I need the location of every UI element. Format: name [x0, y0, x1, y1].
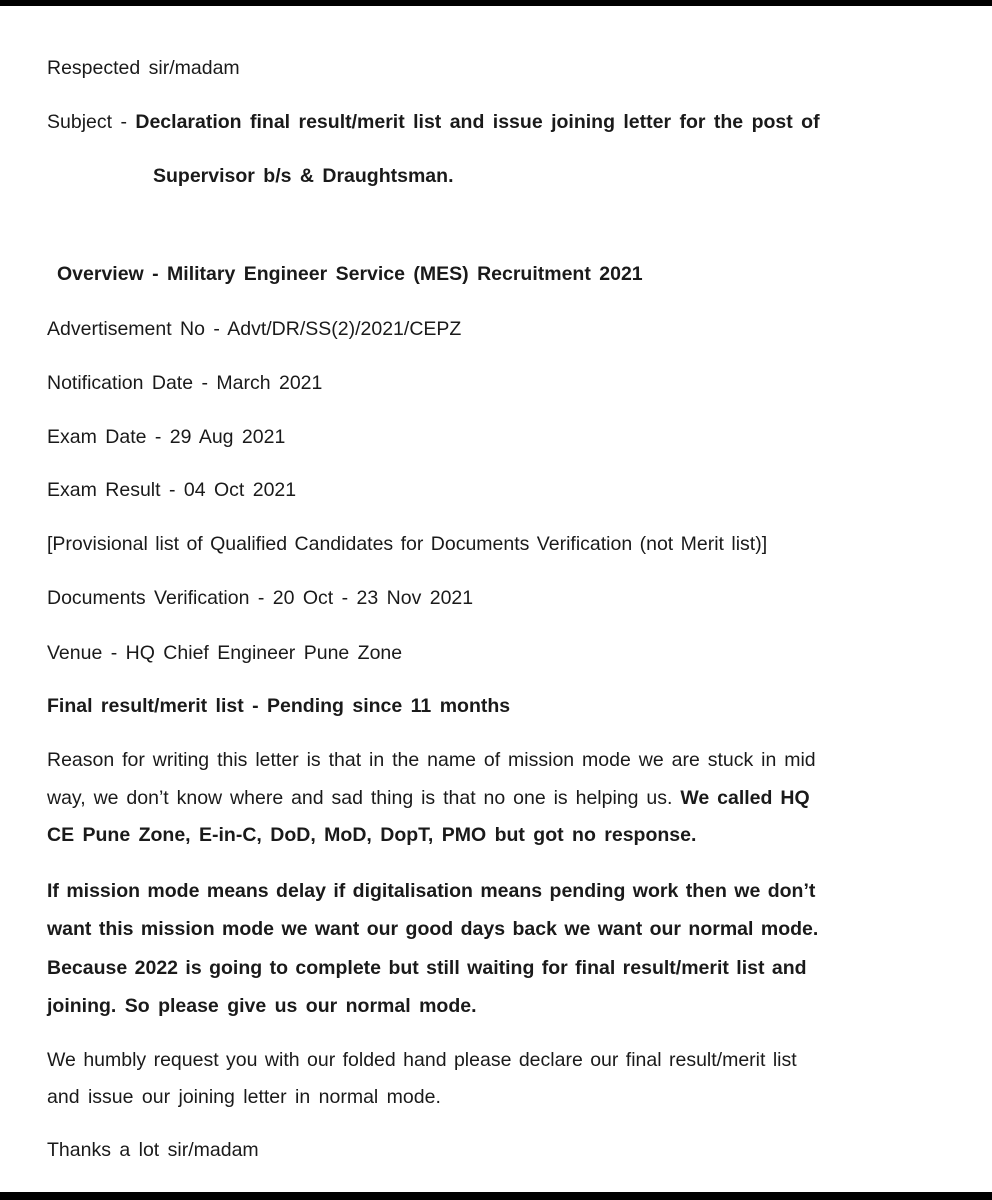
mission-line-4: joining. So please give us our normal mode. [47, 995, 477, 1017]
subject-line [47, 110, 820, 134]
documents-verification: Documents Verification - 20 Oct - 23 Nov 2021 [47, 587, 474, 609]
mission-line-3: Because 2022 is going to complete but still waiting for final result/merit list and [47, 957, 807, 979]
salutation: Respected sir/madam [47, 57, 240, 79]
reason-line-1: Reason for writing this letter is that in the name of mission mode we are stuck in mid [47, 749, 816, 771]
reason-line-2-text: way, we don’t know where and sad thing is that no one is helping us. [47, 787, 681, 809]
exam-date: Exam Date - 29 Aug 2021 [47, 426, 286, 448]
notification-date: Notification Date - March 2021 [47, 372, 323, 394]
mission-line-1: If mission mode means delay if digitalisation means pending work then we don’t [47, 880, 816, 902]
request-line-1: We humbly request you with our folded hand please declare our final result/merit list [47, 1049, 797, 1071]
overview-heading: Overview - Military Engineer Service (MES) Recruitment 2021 [57, 263, 643, 285]
subject-continuation: Supervisor b/s & Draughtsman. [153, 165, 454, 187]
reason-line-2-bold: We called HQ [680, 787, 810, 809]
closing: Thanks a lot sir/madam [47, 1139, 259, 1161]
venue: Venue - HQ Chief Engineer Pune Zone [47, 642, 403, 664]
letter-page [0, 6, 992, 1192]
reason-line-2 [47, 786, 810, 810]
final-result-status: Final result/merit list - Pending since 11 months [47, 695, 511, 717]
subject-text: Declaration final result/merit list and issue joining letter for the post of [135, 111, 820, 133]
reason-line-3: CE Pune Zone, E-in-C, DoD, MoD, DopT, PMO but got no response. [47, 824, 697, 846]
mission-line-2: want this mission mode we want our good days back we want our normal mode. [47, 918, 819, 940]
subject-label: Subject - [47, 111, 136, 133]
request-line-2: and issue our joining letter in normal mode. [47, 1086, 441, 1108]
provisional-note: [Provisional list of Qualified Candidates for Documents Verification (not Merit list)] [47, 533, 768, 555]
exam-result: Exam Result - 04 Oct 2021 [47, 479, 297, 501]
advertisement-number: Advertisement No - Advt/DR/SS(2)/2021/CEPZ [47, 318, 462, 340]
